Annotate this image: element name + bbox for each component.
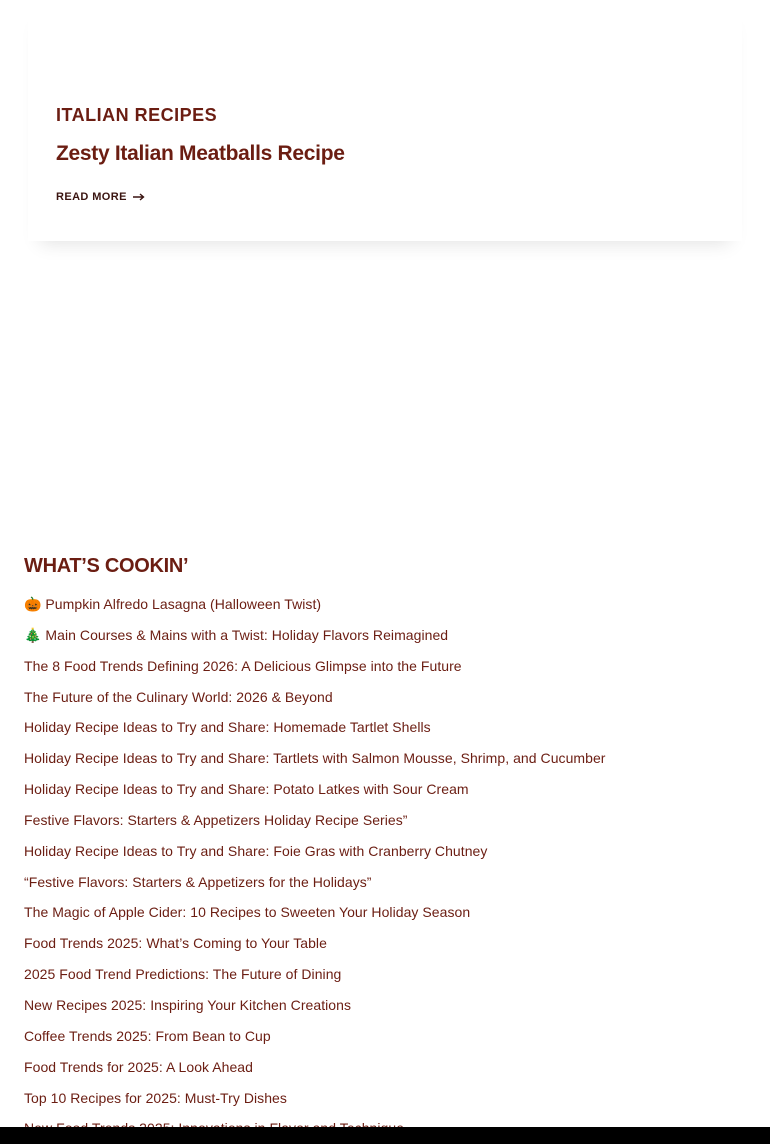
post-link[interactable]: Holiday Recipe Ideas to Try and Share: Homemade Tartlet Shells	[24, 719, 431, 736]
post-link[interactable]: Holiday Recipe Ideas to Try and Share: Foie Gras with Cranberry Chutney	[24, 842, 488, 859]
post-link[interactable]: The 8 Food Trends Defining 2026: A Delicious Glimpse into the Future	[24, 657, 462, 674]
post-link[interactable]: 2025 Food Trend Predictions: The Future of Dining	[24, 966, 342, 983]
post-link[interactable]: The Magic of Apple Cider: 10 Recipes to Sweeten Your Holiday Season	[24, 904, 471, 921]
list-item	[24, 871, 744, 902]
list-item	[24, 593, 744, 624]
post-link[interactable]: 🎄 Main Courses & Mains with a Twist: Holiday Flavors Reimagined	[24, 626, 449, 643]
list-item	[24, 716, 744, 747]
read-more-link[interactable]	[56, 191, 145, 203]
post-link[interactable]: Food Trends 2025: What’s Coming to Your Table	[24, 935, 327, 952]
list-item	[24, 778, 744, 809]
list-item	[24, 840, 744, 871]
list-item	[24, 994, 744, 1025]
list-item	[24, 747, 744, 778]
post-link[interactable]: Coffee Trends 2025: From Bean to Cup	[24, 1027, 271, 1044]
post-link[interactable]: Holiday Recipe Ideas to Try and Share: Potato Latkes with Sour Cream	[24, 781, 469, 798]
list-item	[24, 1087, 744, 1118]
post-link[interactable]: Holiday Recipe Ideas to Try and Share: Tartlets with Salmon Mousse, Shrimp, and Cucumber	[24, 750, 606, 767]
read-more-label: READ MORE	[56, 191, 127, 203]
list-item	[24, 901, 744, 932]
list-item	[24, 932, 744, 963]
post-link[interactable]: “Festive Flavors: Starters & Appetizers for the Holidays”	[24, 873, 372, 890]
post-link[interactable]: Top 10 Recipes for 2025: Must-Try Dishes	[24, 1089, 287, 1106]
category-link[interactable]: ITALIAN RECIPES	[56, 105, 218, 125]
list-item	[24, 1056, 744, 1087]
bottom-bar	[0, 1127, 770, 1144]
post-title-link[interactable]: Zesty Italian Meatballs Recipe	[56, 142, 345, 165]
post-link[interactable]: Food Trends for 2025: A Look Ahead	[24, 1058, 253, 1075]
list-item	[24, 963, 744, 994]
list-item	[24, 809, 744, 840]
post-link[interactable]: New Recipes 2025: Inspiring Your Kitchen Creations	[24, 996, 352, 1013]
post-link[interactable]: The Future of the Culinary World: 2026 & Beyond	[24, 688, 333, 705]
arrow-right-icon	[133, 193, 145, 201]
list-item	[24, 624, 744, 655]
list-item	[24, 686, 744, 717]
list-item	[24, 655, 744, 686]
recent-posts-list	[24, 593, 744, 1148]
list-item	[24, 1025, 744, 1056]
post-link[interactable]: Festive Flavors: Starters & Appetizers Holiday Recipe Series”	[24, 811, 408, 828]
post-link[interactable]: 🎃 Pumpkin Alfredo Lasagna (Halloween Twist)	[24, 596, 322, 612]
widget-title: WHAT’S COOKIN’	[24, 555, 189, 577]
